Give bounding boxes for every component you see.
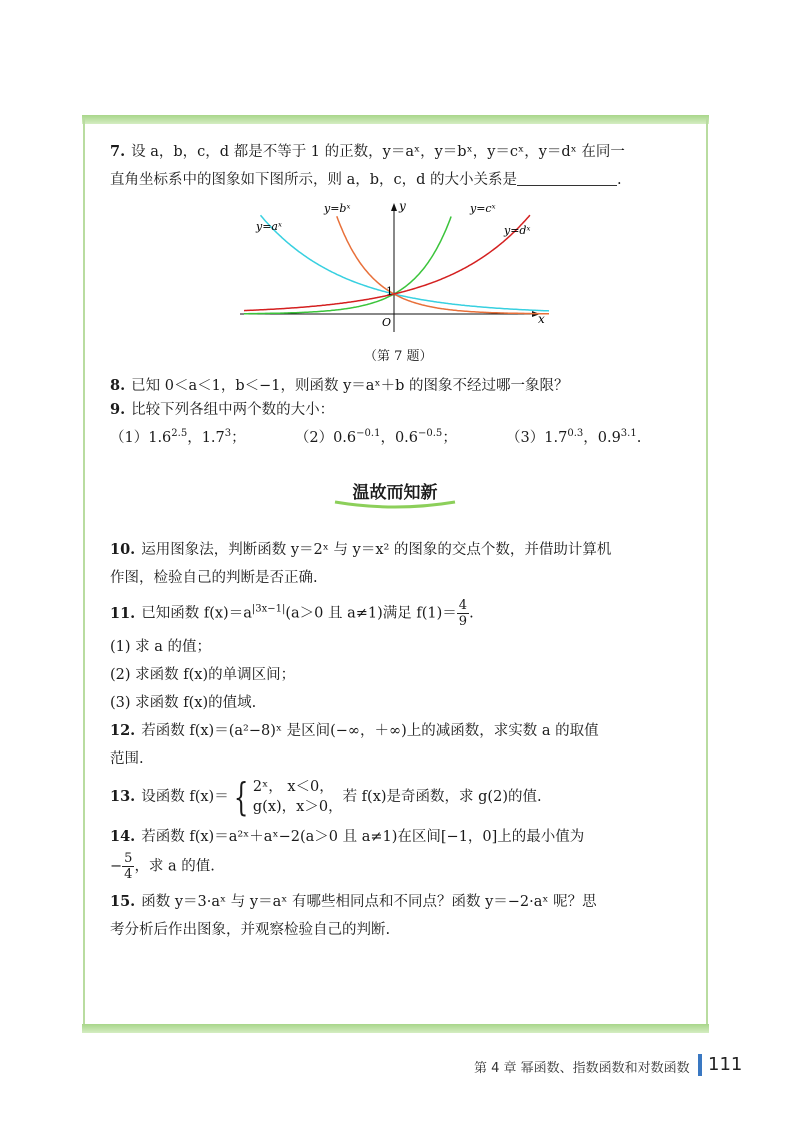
question-text: 比较下列各组中两个数的大小： xyxy=(131,402,335,418)
question-number: 13. xyxy=(110,788,136,805)
exercise-content xyxy=(110,138,690,194)
series-label-a: y=aˣ xyxy=(256,220,282,233)
question-text: 已知函数 f(x)＝a xyxy=(141,605,252,622)
question-number: 15. xyxy=(110,893,136,910)
question-text: 范围. xyxy=(110,751,144,767)
punctuation: . xyxy=(617,172,622,188)
question-text: 考分析后作出图象，并观察检验自己的判断. xyxy=(110,922,391,938)
question-number: 12. xyxy=(110,722,136,739)
series-label-c: y=cˣ xyxy=(470,202,496,215)
question-10 xyxy=(110,536,690,592)
question-text: 作图，检验自己的判断是否正确. xyxy=(110,570,318,586)
question-number: 10. xyxy=(110,541,136,558)
y-axis-label: y xyxy=(399,199,406,213)
question-text: 若函数 f(x)＝(a²−8)ˣ 是区间(−∞，＋∞)上的减函数，求实数 a 的取值 xyxy=(141,723,599,739)
question-12 xyxy=(110,717,690,773)
exercise-content-2 xyxy=(110,372,690,452)
punctuation: ； xyxy=(231,430,246,446)
part-1: ，1.7 xyxy=(187,430,225,446)
question-text: (a＞0 且 a≠1)满足 f(1)＝ xyxy=(285,605,457,622)
question-11-sub-1: (1) 求 a 的值； xyxy=(110,639,212,655)
exponent: |3x−1| xyxy=(251,603,286,615)
question-text: 直角坐标系中的图象如下图所示，则 a，b，c，d 的大小关系是 xyxy=(110,172,518,188)
numerator: 5 xyxy=(124,851,133,866)
question-14 xyxy=(110,823,690,882)
section-title: 温故而知新 xyxy=(352,483,438,503)
punctuation: . xyxy=(636,430,642,446)
piecewise-cases xyxy=(253,777,343,817)
denominator: 4 xyxy=(124,867,133,882)
minus-sign: − xyxy=(110,858,123,875)
question-number: 7. xyxy=(110,143,126,160)
question-text: ，求 a 的值. xyxy=(134,858,215,875)
y-axis-arrow xyxy=(391,203,397,211)
denominator: 9 xyxy=(458,614,468,629)
chart-caption: （第 7 题） xyxy=(364,349,433,364)
question-text: 函数 y＝3·aˣ 与 y＝aˣ 有哪些相同点和不同点？函数 y＝−2·aˣ 呢？思 xyxy=(141,894,597,910)
question-text: 若 f(x)是奇函数，求 g(2)的值. xyxy=(342,789,542,805)
question-11-sub-2: (2) 求函数 f(x)的单调区间； xyxy=(110,667,296,683)
numerator: 4 xyxy=(458,598,468,613)
case-1: 2ˣ， x＜0， xyxy=(252,779,334,795)
bottom-border-bar xyxy=(82,1024,709,1033)
question-number: 11. xyxy=(110,604,136,622)
case-2: g(x)，x＞0， xyxy=(252,799,343,815)
question-text: 设函数 f(x)＝ xyxy=(141,789,229,805)
question-number: 14. xyxy=(110,828,136,845)
exponent: 2.5 xyxy=(171,428,188,440)
question-text: 运用图象法，判断函数 y＝2ˣ 与 y＝x² 的图象的交点个数，并借助计算机 xyxy=(141,542,612,558)
exponent: 3 xyxy=(224,428,232,440)
question-text: 已知 0＜a＜1，b＜−1，则函数 y＝aˣ＋b 的图象不经过哪一象限？ xyxy=(131,378,569,394)
part-2: （2）0.6 xyxy=(294,430,357,446)
series-label-d: y=dˣ xyxy=(504,224,531,237)
question-15 xyxy=(110,888,690,944)
exponent: −0.1 xyxy=(356,428,381,440)
exercise-content-3 xyxy=(110,536,690,944)
question-number: 8. xyxy=(110,377,126,394)
answer-blank[interactable] xyxy=(517,169,617,186)
fraction xyxy=(457,598,469,629)
question-11 xyxy=(110,598,690,629)
part-3: （3）1.7 xyxy=(506,430,568,446)
exponential-chart xyxy=(236,198,556,338)
part-1: （1）1.6 xyxy=(110,430,172,446)
question-7 xyxy=(110,138,690,194)
x-axis-label: x xyxy=(538,312,545,326)
series-label-b: y=bˣ xyxy=(324,202,351,215)
section-title-underline xyxy=(333,498,457,510)
exponent: −0.5 xyxy=(418,428,443,440)
question-13 xyxy=(110,777,690,817)
part-2: ，0.6 xyxy=(380,430,419,446)
footer-accent-bar xyxy=(698,1054,702,1076)
origin-label: O xyxy=(382,316,392,329)
question-text: 设 a，b，c，d 都是不等于 1 的正数，y＝aˣ，y＝bˣ，y＝cˣ，y＝dˣ 在同一 xyxy=(131,144,625,160)
question-9 xyxy=(110,396,690,452)
exponent: 0.3 xyxy=(567,428,584,440)
fraction xyxy=(122,851,134,882)
punctuation: ； xyxy=(442,430,457,446)
question-text: 若函数 f(x)＝a²ˣ＋aˣ−2(a＞0 且 a≠1)在区间[−1，0]上的最小值为 xyxy=(141,829,585,845)
question-11-sub-3: (3) 求函数 f(x)的值域. xyxy=(110,695,257,711)
brace: { xyxy=(233,775,249,819)
part-3: ，0.9 xyxy=(583,430,621,446)
punctuation: . xyxy=(469,605,474,622)
exponent: 3.1 xyxy=(620,428,637,440)
y-tick-label: 1 xyxy=(386,285,393,298)
footer-chapter: 第 4 章 幂函数、指数函数和对数函数 xyxy=(474,1061,690,1076)
page-number: 111 xyxy=(708,1054,743,1075)
question-number: 9. xyxy=(110,401,126,418)
